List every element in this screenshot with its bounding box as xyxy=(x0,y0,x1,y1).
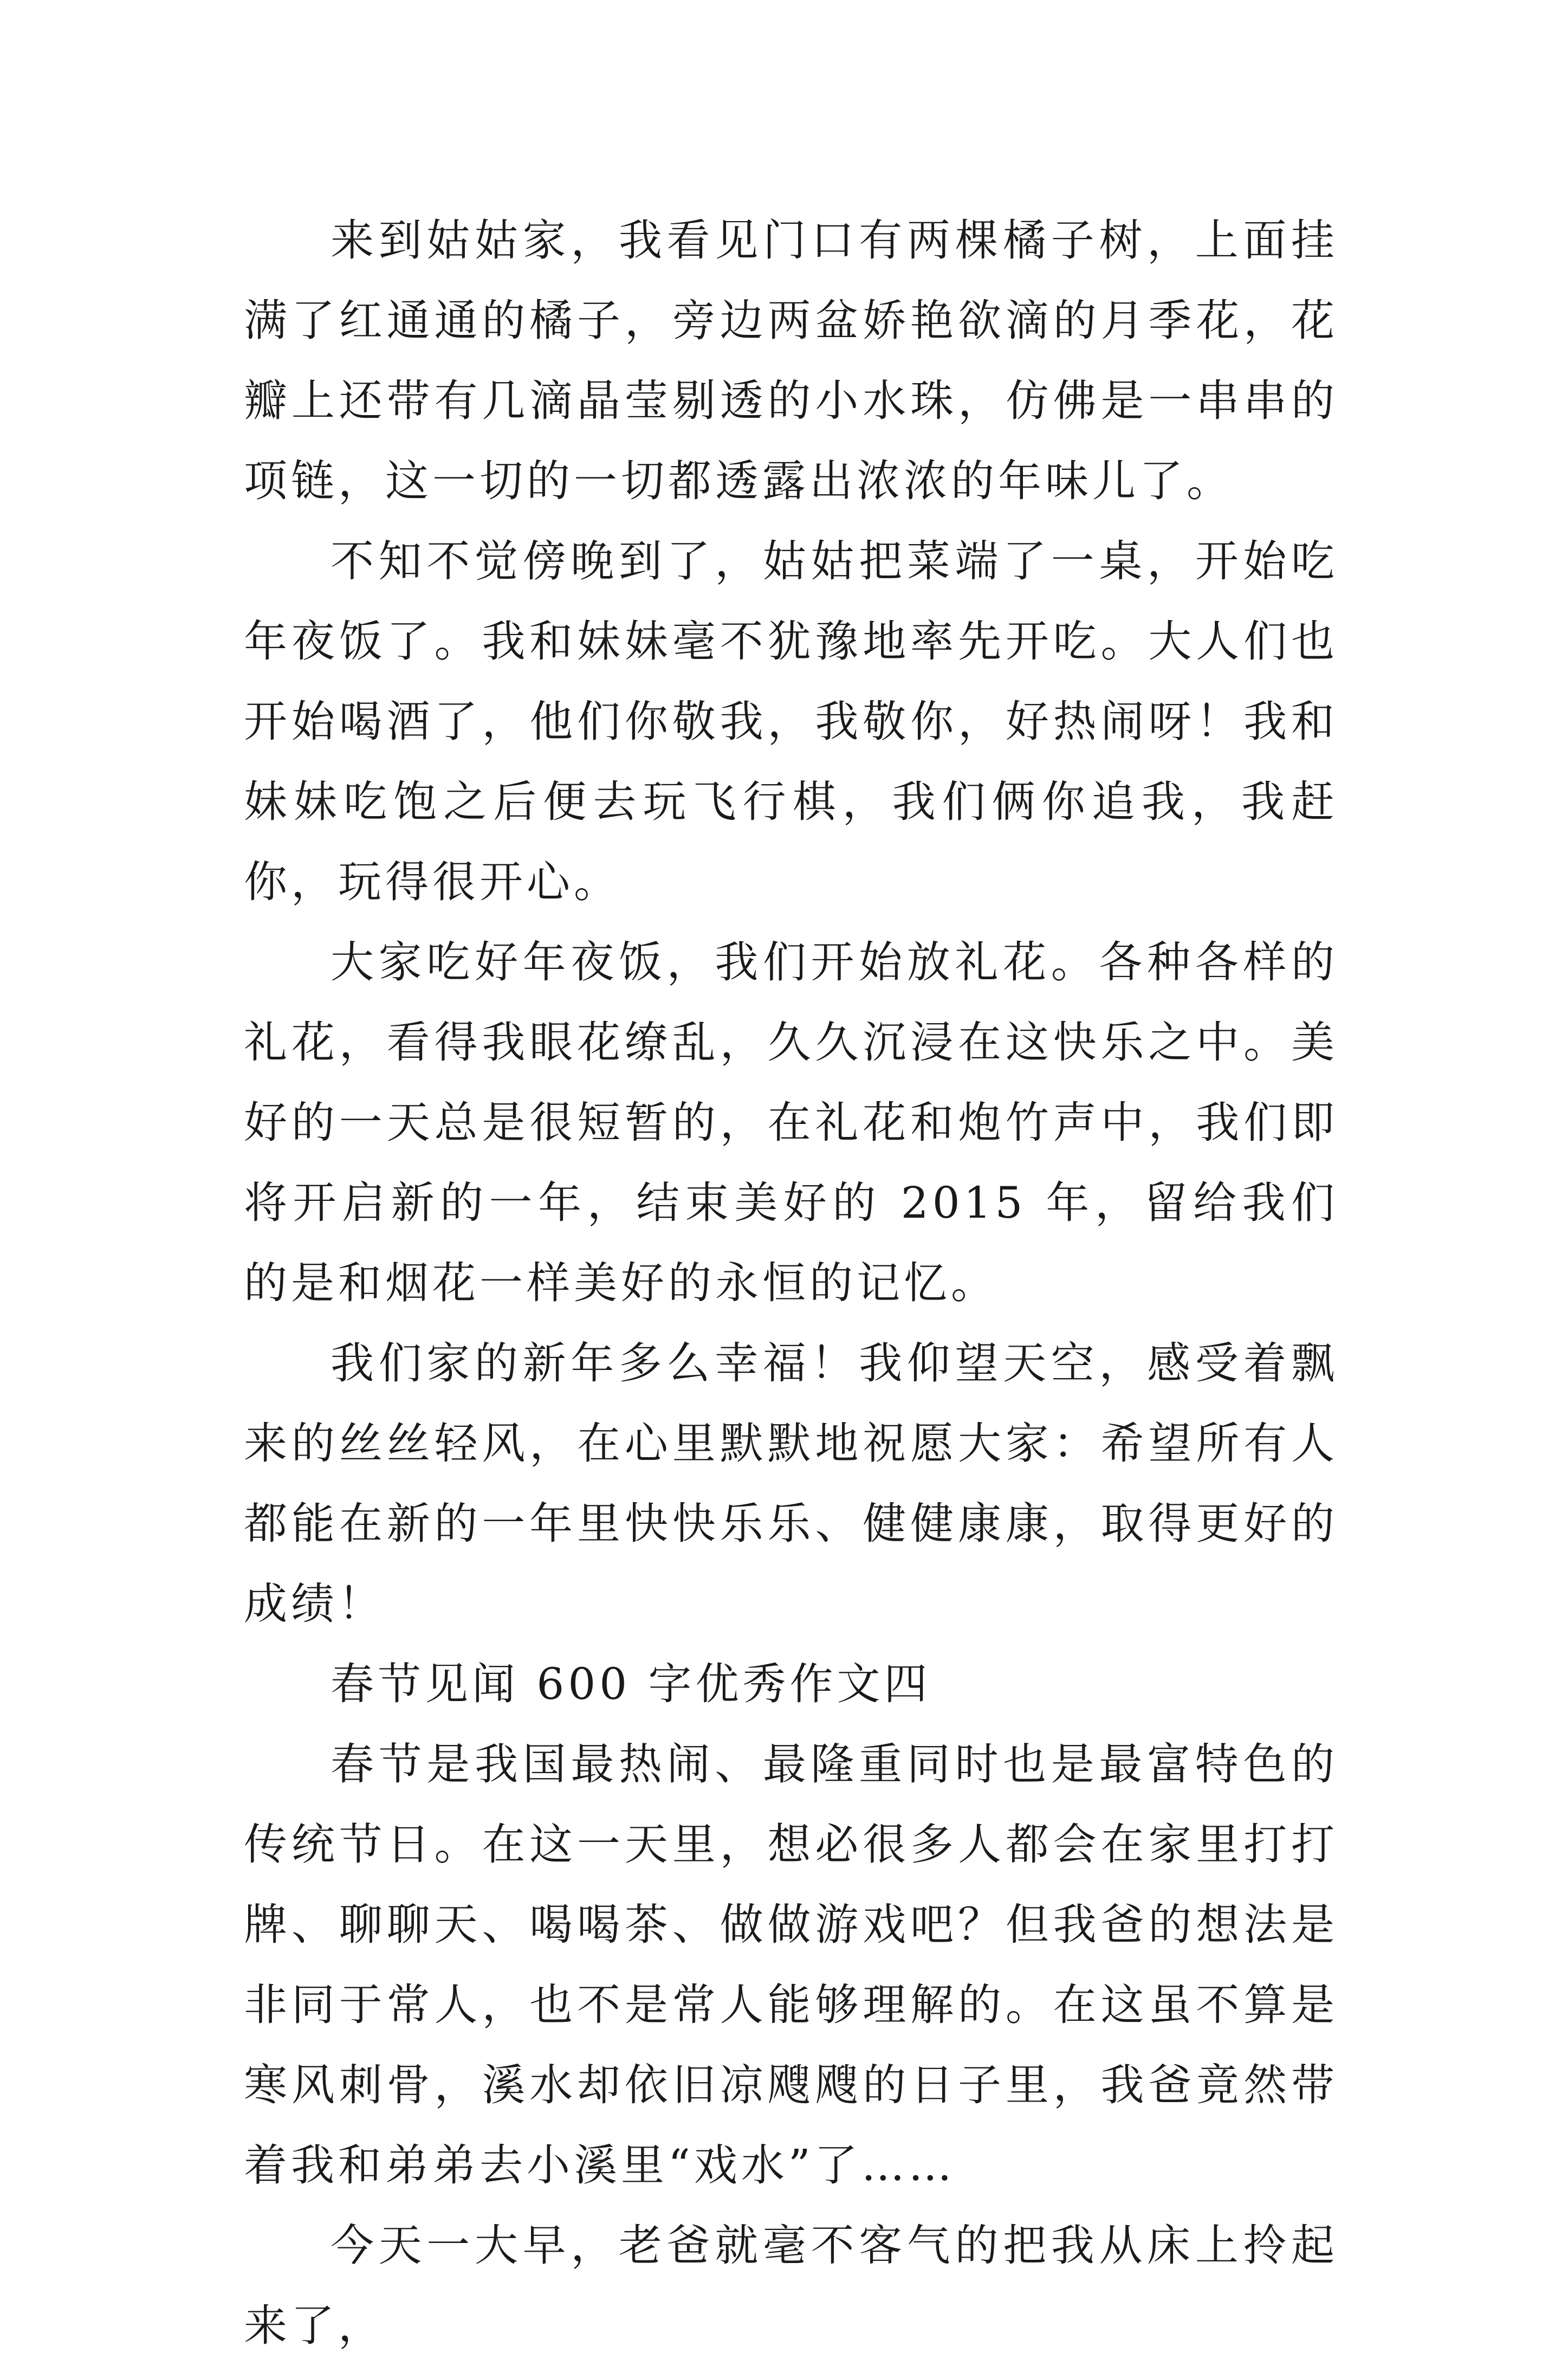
paragraph-early-morning: 今天一大早，老爸就毫不客气的把我从床上拎起来了， xyxy=(244,2220,1338,2351)
paragraph-new-years-eve-dinner: 不知不觉傍晚到了，姑姑把菜端了一桌，开始吃年夜饭了。我和妹妹毫不犹豫地率先开吃。大人们也开始喝酒了，他们你敬我，我敬你，好热闹呀！我和妹妹吃饱之后便去玩飞行棋，我们俩你追我，我赶你，玩得很开心。 xyxy=(244,536,1338,907)
paragraph-new-year-wishes: 我们家的新年多么幸福！我仰望天空，感受着飘来的丝丝轻风，在心里默默地祝愿大家：希望所有人都能在新的一年里快快乐乐、健健康康，取得更好的成绩！ xyxy=(244,1338,1338,1629)
paragraph-visit-aunt: 来到姑姑家，我看见门口有两棵橘子树，上面挂满了红通通的橘子，旁边两盆娇艳欲滴的月季花，花瓣上还带有几滴晶莹剔透的小水珠，仿佛是一串串的项链，这一切的一切都透露出浓浓的年味儿了。 xyxy=(244,215,1338,506)
paragraph-fireworks: 大家吃好年夜饭，我们开始放礼花。各种各样的礼花，看得我眼花缭乱，久久沉浸在这快乐之中。美好的一天总是很短暂的，在礼花和炮竹声中，我们即将开启新的一年，结束美好的 2015 年，留给我们的是和烟花一样美好的永恒的记忆。 xyxy=(244,937,1338,1308)
document-body xyxy=(244,201,1338,2366)
paragraph-spring-festival-intro: 春节是我国最热闹、最隆重同时也是最富特色的传统节日。在这一天里，想必很多人都会在家里打打牌、聊聊天、喝喝茶、做做游戏吧？但我爸的想法是非同于常人，也不是常人能够理解的。在这虽不算是寒风刺骨，溪水却依旧凉飕飕的日子里，我爸竟然带着我和弟弟去小溪里“戏水”了…… xyxy=(244,1739,1338,2190)
section-heading: 春节见闻 600 字优秀作文四 xyxy=(331,1659,931,1709)
